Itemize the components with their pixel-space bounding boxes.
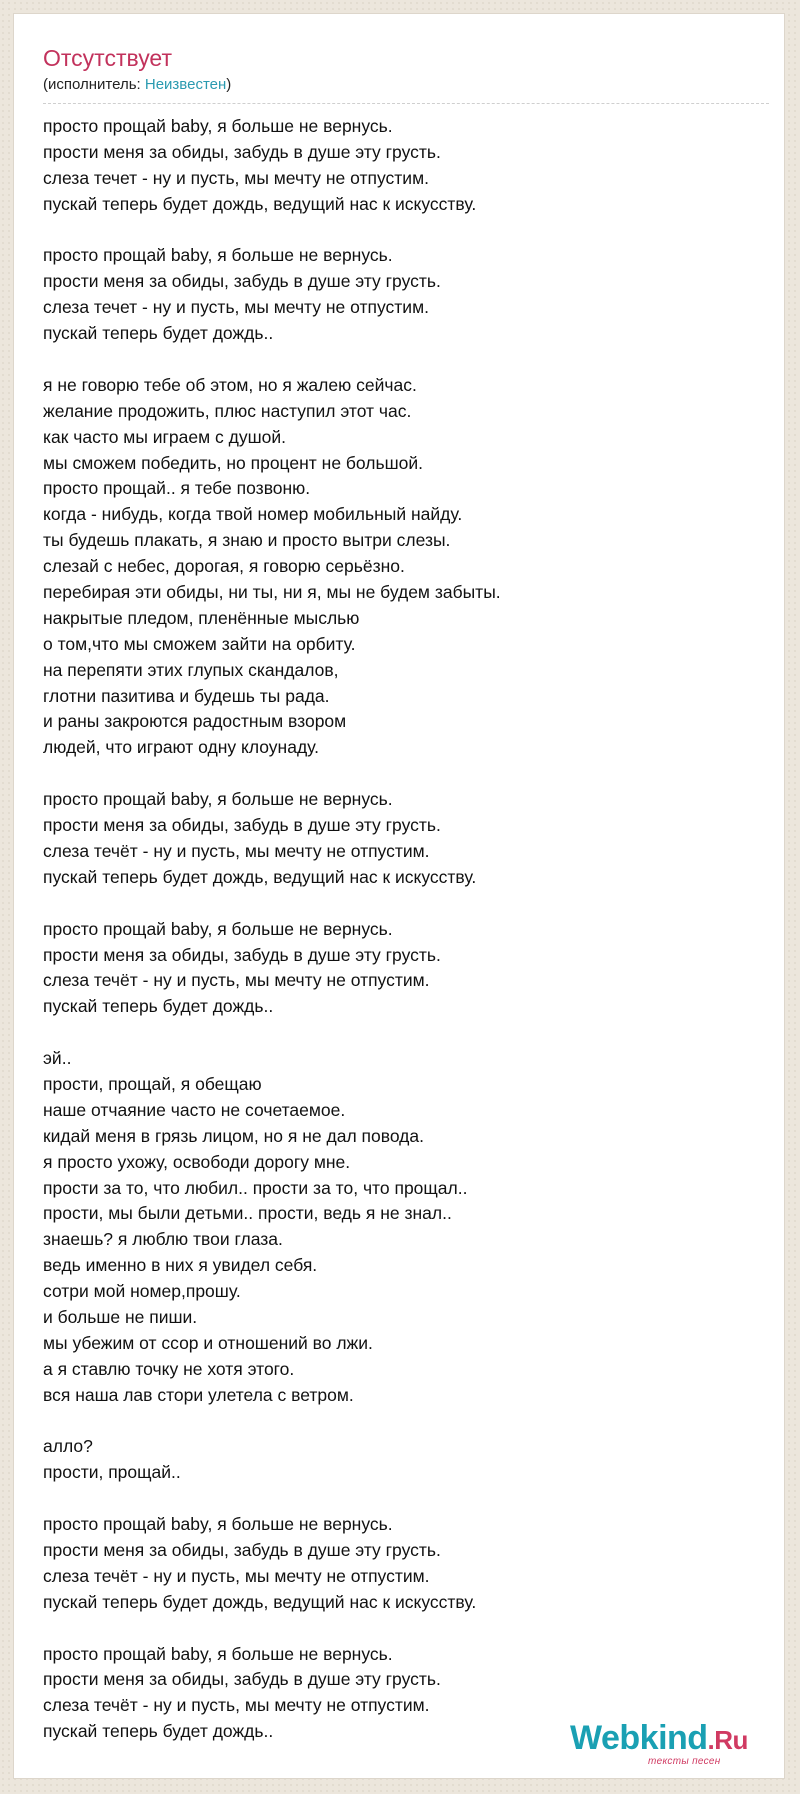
lyric-line: на перепяти этих глупых скандалов, — [43, 659, 339, 680]
lyric-line: алло? — [43, 1436, 93, 1457]
lyric-line: слеза течёт - ну и пусть, мы мечту не отпустим. — [43, 1565, 430, 1586]
lyric-line: просто прощай baby, я больше не вернусь. — [43, 789, 393, 810]
stanza-gap — [43, 218, 763, 244]
lyric-line: прости, прощай, я обещаю — [43, 1073, 262, 1094]
lyric-line: о том,что мы сможем зайти на орбиту. — [43, 633, 356, 654]
lyric-line: прости, прощай.. — [43, 1462, 181, 1483]
title-divider — [43, 103, 769, 104]
lyric-line: пускай теперь будет дождь, ведущий нас к искусству. — [43, 1591, 477, 1612]
lyric-line: перебирая эти обиды, ни ты, ни я, мы не будем забыты. — [43, 582, 501, 603]
lyric-line: прости меня за обиды, забудь в душе эту грусть. — [43, 141, 441, 162]
artist-link[interactable]: Неизвестен — [144, 76, 227, 93]
lyric-line: прости меня за обиды, забудь в душе эту грусть. — [43, 815, 441, 836]
lyric-line: просто прощай.. я тебе позвоню. — [43, 478, 311, 499]
lyric-line: накрытые пледом, пленённые мыслью — [43, 607, 360, 628]
song-title: Отсутствует — [43, 45, 172, 71]
lyric-line: я не говорю тебе об этом, но я жалею сейчас. — [43, 374, 417, 395]
stanza-gap — [43, 1409, 763, 1435]
lyric-line: пускай теперь будет дождь, ведущий нас к искусству. — [43, 866, 477, 887]
lyric-line: мы убежим от ссор и отношений во лжи. — [43, 1332, 373, 1353]
stanza-gap — [43, 1486, 763, 1512]
lyric-line: просто прощай baby, я больше не вернусь. — [43, 116, 393, 136]
lyric-line: мы сможем победить, но процент не большой. — [43, 452, 424, 473]
artist-line — [43, 75, 231, 95]
stanza-gap — [43, 347, 763, 373]
lyric-line: когда - нибудь, когда твой номер мобильный найду. — [43, 504, 463, 525]
lyric-line: эй.. — [43, 1048, 72, 1069]
artist-suffix: ) — [226, 76, 232, 93]
lyric-line: пускай теперь будет дождь.. — [43, 996, 274, 1017]
lyric-line: просто прощай baby, я больше не вернусь. — [43, 245, 393, 266]
stanza-gap — [43, 761, 763, 787]
lyric-line: глотни пазитива и будешь ты рада. — [43, 685, 330, 706]
lyric-line: наше отчаяние часто не сочетаемое. — [43, 1099, 346, 1120]
lyric-line: слеза течет - ну и пусть, мы мечту не отпустим. — [43, 167, 429, 188]
logo-suffix: .Ru — [707, 1725, 748, 1755]
lyrics-body — [43, 114, 763, 1745]
lyric-line: прости меня за обиды, забудь в душе эту грусть. — [43, 944, 441, 965]
lyric-line: слезай с небес, дорогая, я говорю серьёзно. — [43, 556, 405, 577]
lyric-line: прости, мы были детьми.. прости, ведь я не знал.. — [43, 1203, 452, 1224]
lyric-line: а я ставлю точку не хотя этого. — [43, 1358, 295, 1379]
lyric-line: сотри мой номер,прошу. — [43, 1281, 241, 1302]
logo-tagline: тексты песен — [648, 1756, 721, 1767]
lyric-line: просто прощай baby, я больше не вернусь. — [43, 1514, 393, 1535]
lyric-line: кидай меня в грязь лицом, но я не дал повода. — [43, 1125, 424, 1146]
lyric-line: и раны закроются радостным взором — [43, 711, 347, 732]
lyric-line: слеза течёт - ну и пусть, мы мечту не отпустим. — [43, 970, 430, 991]
stanza-gap — [43, 1616, 763, 1642]
lyric-line: знаешь? я люблю твои глаза. — [43, 1229, 283, 1250]
lyric-line: пускай теперь будет дождь.. — [43, 1721, 274, 1742]
lyric-line: прости меня за обиды, забудь в душе эту грусть. — [43, 1539, 441, 1560]
logo-main-text: Webkind — [570, 1719, 708, 1757]
lyric-line: и больше не пиши. — [43, 1306, 198, 1327]
lyric-line: ты будешь плакать, я знаю и просто вытри слезы. — [43, 530, 451, 551]
site-logo[interactable] — [570, 1720, 780, 1770]
logo-wordmark — [570, 1720, 748, 1758]
lyric-line: слеза течет - ну и пусть, мы мечту не отпустим. — [43, 297, 429, 318]
lyric-line: прости меня за обиды, забудь в душе эту грусть. — [43, 1669, 441, 1690]
stanza-gap — [43, 1020, 763, 1046]
lyric-line: просто прощай baby, я больше не вернусь. — [43, 1643, 393, 1664]
lyric-line: пускай теперь будет дождь.. — [43, 323, 274, 344]
lyric-line: ведь именно в них я увидел себя. — [43, 1255, 318, 1276]
lyric-line: я просто ухожу, освободи дорогу мне. — [43, 1151, 351, 1172]
lyric-line: прости за то, что любил.. прости за то, что прощал.. — [43, 1177, 468, 1198]
lyric-line: просто прощай baby, я больше не вернусь. — [43, 918, 393, 939]
lyrics-card — [13, 13, 785, 1779]
lyric-line: людей, что играют одну клоунаду. — [43, 737, 320, 758]
artist-prefix: (исполнитель: — [43, 76, 145, 93]
lyric-line: желание продожить, плюс наступил этот час. — [43, 400, 412, 421]
lyric-line: прости меня за обиды, забудь в душе эту грусть. — [43, 271, 441, 292]
lyric-line: пускай теперь будет дождь, ведущий нас к искусству. — [43, 193, 477, 214]
lyric-line: как часто мы играем с душой. — [43, 426, 287, 447]
stanza-gap — [43, 891, 763, 917]
lyric-line: слеза течёт - ну и пусть, мы мечту не отпустим. — [43, 840, 430, 861]
lyric-line: слеза течёт - ну и пусть, мы мечту не отпустим. — [43, 1695, 430, 1716]
lyric-line: вся наша лав стори улетела с ветром. — [43, 1384, 354, 1405]
